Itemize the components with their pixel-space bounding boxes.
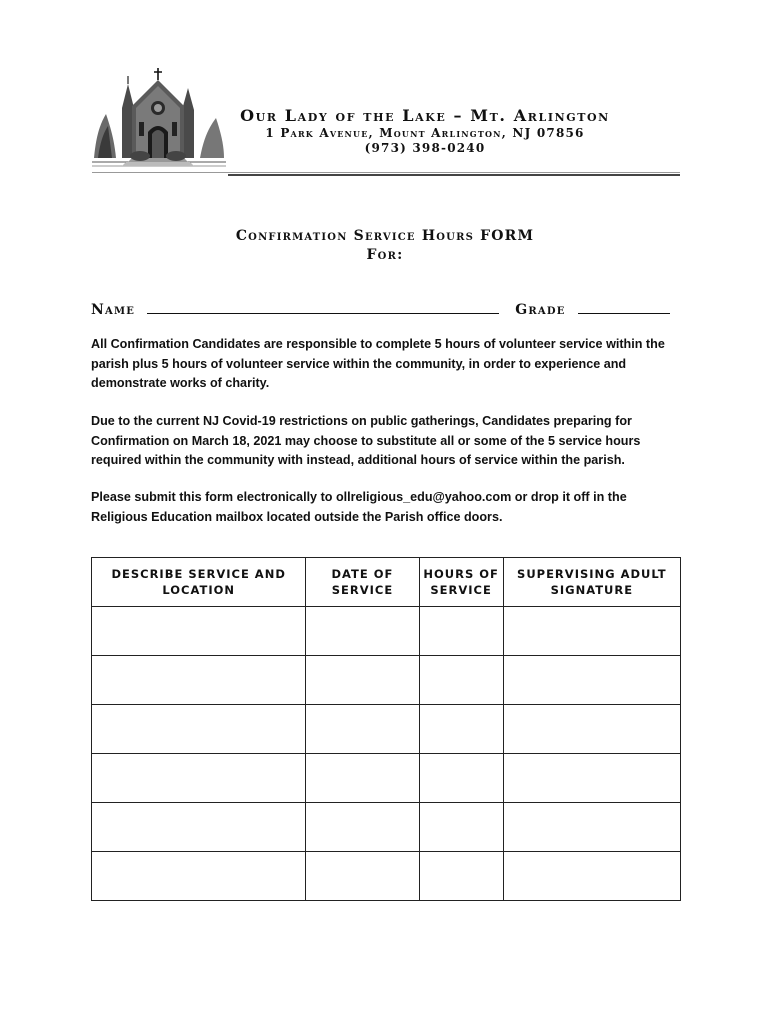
signature-cell[interactable] xyxy=(503,656,680,705)
service-hours-table xyxy=(91,557,681,901)
header-describe-service: DESCRIBE SERVICE AND LOCATION xyxy=(92,558,306,607)
organization-address: 1 Park Avenue, Mount Arlington, NJ 07856 xyxy=(265,126,585,140)
date-cell[interactable] xyxy=(306,705,419,754)
describe-service-cell[interactable] xyxy=(92,705,306,754)
name-label: Name xyxy=(91,302,136,318)
header-divider-thin xyxy=(92,172,680,173)
instructions-paragraph-1: All Confirmation Candidates are responsible to complete 5 hours of volunteer service within the parish plus 5 hours of volunteer service within the community, in order to experience and demonstrate works of charity. xyxy=(91,337,665,390)
table-row xyxy=(92,607,681,656)
date-cell[interactable] xyxy=(306,656,419,705)
date-cell[interactable] xyxy=(306,607,419,656)
describe-service-cell[interactable] xyxy=(92,656,306,705)
date-cell[interactable] xyxy=(306,803,419,852)
signature-cell[interactable] xyxy=(503,852,680,901)
signature-cell[interactable] xyxy=(503,705,680,754)
hours-cell[interactable] xyxy=(419,607,503,656)
header-hours-of-service: HOURS OF SERVICE xyxy=(419,558,503,607)
table-row xyxy=(92,754,681,803)
organization-name: Our Lady of the Lake – Mt. Arlington xyxy=(240,106,610,125)
table-header-row xyxy=(92,558,681,607)
hours-cell[interactable] xyxy=(419,754,503,803)
hours-cell[interactable] xyxy=(419,852,503,901)
hours-cell[interactable] xyxy=(419,656,503,705)
hours-cell[interactable] xyxy=(419,803,503,852)
instructions-paragraph-3: Please submit this form electronically to ollreligious_edu@yahoo.com or drop it off in the Religious Education mailbox located outside the Parish office doors. xyxy=(91,490,627,524)
name-grade-row xyxy=(91,301,691,318)
header-supervising-signature: SUPERVISING ADULT SIGNATURE xyxy=(503,558,680,607)
table-row xyxy=(92,852,681,901)
grade-field[interactable] xyxy=(578,301,670,314)
describe-service-cell[interactable] xyxy=(92,852,306,901)
church-drawing-icon xyxy=(92,66,226,172)
date-cell[interactable] xyxy=(306,754,419,803)
organization-phone: (973) 398-0240 xyxy=(364,141,486,155)
table-row xyxy=(92,705,681,754)
describe-service-cell[interactable] xyxy=(92,754,306,803)
header-date-of-service: DATE OF SERVICE xyxy=(306,558,419,607)
describe-service-cell[interactable] xyxy=(92,803,306,852)
form-title: Confirmation Service Hours FORM xyxy=(235,228,535,244)
signature-cell[interactable] xyxy=(503,754,680,803)
hours-cell[interactable] xyxy=(419,705,503,754)
table-row xyxy=(92,656,681,705)
signature-cell[interactable] xyxy=(503,607,680,656)
describe-service-cell[interactable] xyxy=(92,607,306,656)
form-for-label: For: xyxy=(366,247,404,263)
instructions-paragraph-2: Due to the current NJ Covid-19 restrictions on public gatherings, Candidates preparing for Confirmation on March 18, 2021 may choose to substitute all or some of the 5 service hours required within the community with instead, additional hours of service within the parish. xyxy=(91,414,641,467)
name-field[interactable] xyxy=(147,301,499,314)
header-divider xyxy=(228,174,680,176)
signature-cell[interactable] xyxy=(503,803,680,852)
grade-label: Grade xyxy=(515,302,566,318)
table-row xyxy=(92,803,681,852)
date-cell[interactable] xyxy=(306,852,419,901)
